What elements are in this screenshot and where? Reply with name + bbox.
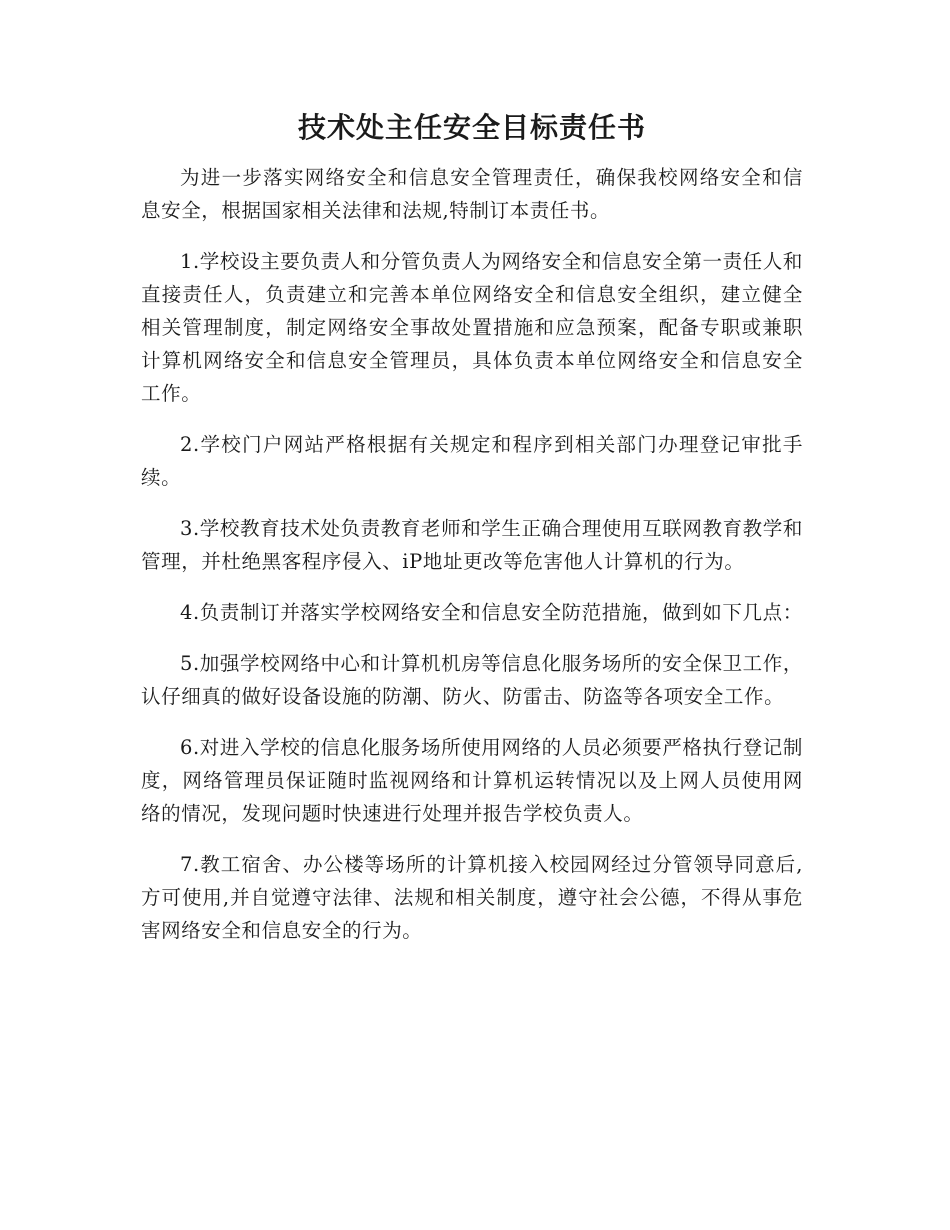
clause-2-paragraph: 2.学校门户网站严格根据有关规定和程序到相关部门办理登记审批手续。 — [141, 433, 803, 489]
document-page — [141, 108, 803, 965]
clause-7-paragraph: 7.教工宿舍、办公楼等场所的计算机接入校园网经过分管领导同意后,方可使用,并自觉遵守法律、法规和相关制度，遵守社会公德，不得从事危害网络安全和信息安全的行为。 — [141, 853, 803, 942]
clause-5-paragraph: 5.加强学校网络中心和计算机机房等信息化服务场所的安全保卫工作，认仔细真的做好设备设施的防潮、防火、防雷击、防盗等各项安全工作。 — [141, 652, 803, 708]
clause-3-paragraph: 3.学校教育技术处负责教育老师和学生正确合理使用互联网教育教学和管理，并杜绝黑客程序侵入、iP地址更改等危害他人计算机的行为。 — [141, 517, 803, 573]
intro-paragraph: 为进一步落实网络安全和信息安全管理责任，确保我校网络安全和信息安全，根据国家相关法律和法规,特制订本责任书。 — [141, 166, 803, 222]
clause-4-paragraph: 4.负责制订并落实学校网络安全和信息安全防范措施，做到如下几点： — [180, 601, 803, 624]
clause-1-paragraph: 1.学校设主要负责人和分管负责人为网络安全和信息安全第一责任人和直接责任人，负责建立和完善本单位网络安全和信息安全组织，建立健全相关管理制度，制定网络安全事故处置措施和应急预案，配备专职或兼职计算机网络安全和信息安全管理员，具体负责本单位网络安全和信息安全工作。 — [141, 250, 803, 405]
document-title: 技术处主任安全目标责任书 — [297, 111, 646, 144]
clause-6-paragraph: 6.对进入学校的信息化服务场所使用网络的人员必须要严格执行登记制度，网络管理员保证随时监视网络和计算机运转情况以及上网人员使用网络的情况，发现问题时快速进行处理并报告学校负责人。 — [141, 736, 803, 825]
